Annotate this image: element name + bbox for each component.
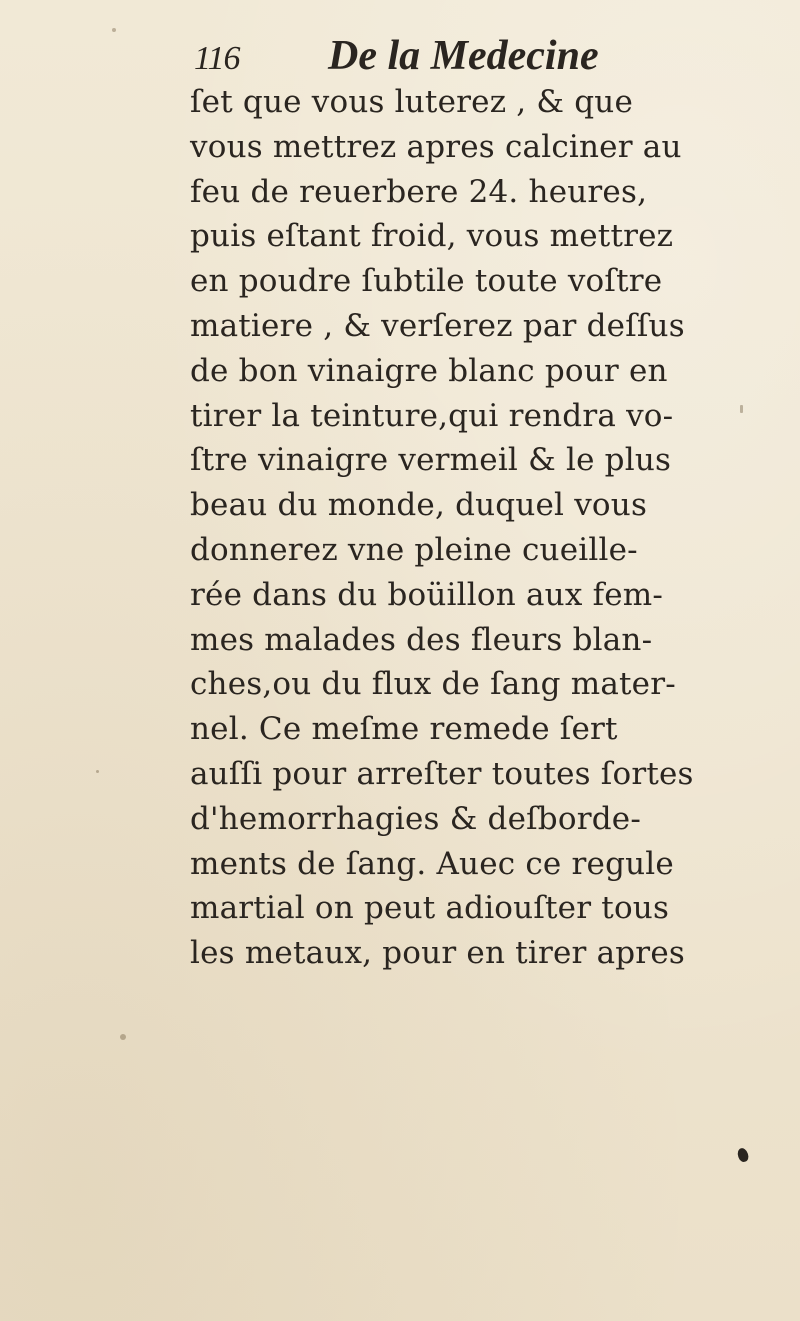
- text-line: ſtre vinaigre vermeil & le plus: [190, 442, 672, 479]
- paper-fleck: [120, 1034, 126, 1040]
- text-line: puis eſtant froid, vous mettrez: [190, 218, 674, 255]
- text-line: ches,ou du flux de ſang mater-: [190, 666, 676, 703]
- text-line: rée dans du boüillon aux fem-: [190, 576, 664, 613]
- text-line: nel. Ce meſme remede ſert: [190, 711, 618, 748]
- text-line: beau du monde, duquel vous: [190, 487, 648, 524]
- text-line: matiere , & verſerez par deſſus: [190, 307, 685, 344]
- text-line: donnerez vne pleine cueille-: [190, 531, 638, 568]
- text-line: martial on peut adiouſter tous: [190, 890, 670, 927]
- text-line: vous mettrez apres calciner au: [190, 128, 682, 165]
- text-line: en poudre ſubtile toute voſtre: [190, 263, 663, 300]
- text-line: mes malades des fleurs blan-: [190, 621, 653, 658]
- page-header: [190, 28, 710, 88]
- text-line: les metaux, pour en tirer apres: [190, 935, 685, 972]
- text-line: d'hemorrhagies & deſborde-: [190, 800, 641, 837]
- body-text: [190, 80, 750, 976]
- running-head: De la Medecine: [328, 33, 599, 79]
- text-line: ſet que vous luterez , & que: [190, 84, 633, 120]
- text-line: auſſi pour arreſter toutes ſortes: [190, 755, 694, 792]
- paper-fleck: [112, 28, 116, 32]
- page-number: 116: [194, 40, 240, 77]
- paper-fleck: [96, 770, 99, 773]
- paper-fleck: [740, 405, 743, 413]
- text-line: ments de ſang. Auec ce regule: [190, 845, 674, 882]
- text-line: de bon vinaigre blanc pour en: [190, 352, 668, 389]
- text-line: tirer la teinture,qui rendra vo-: [190, 397, 674, 434]
- ink-ornament: [736, 1147, 750, 1163]
- text-line: feu de reuerbere 24. heures,: [190, 173, 648, 210]
